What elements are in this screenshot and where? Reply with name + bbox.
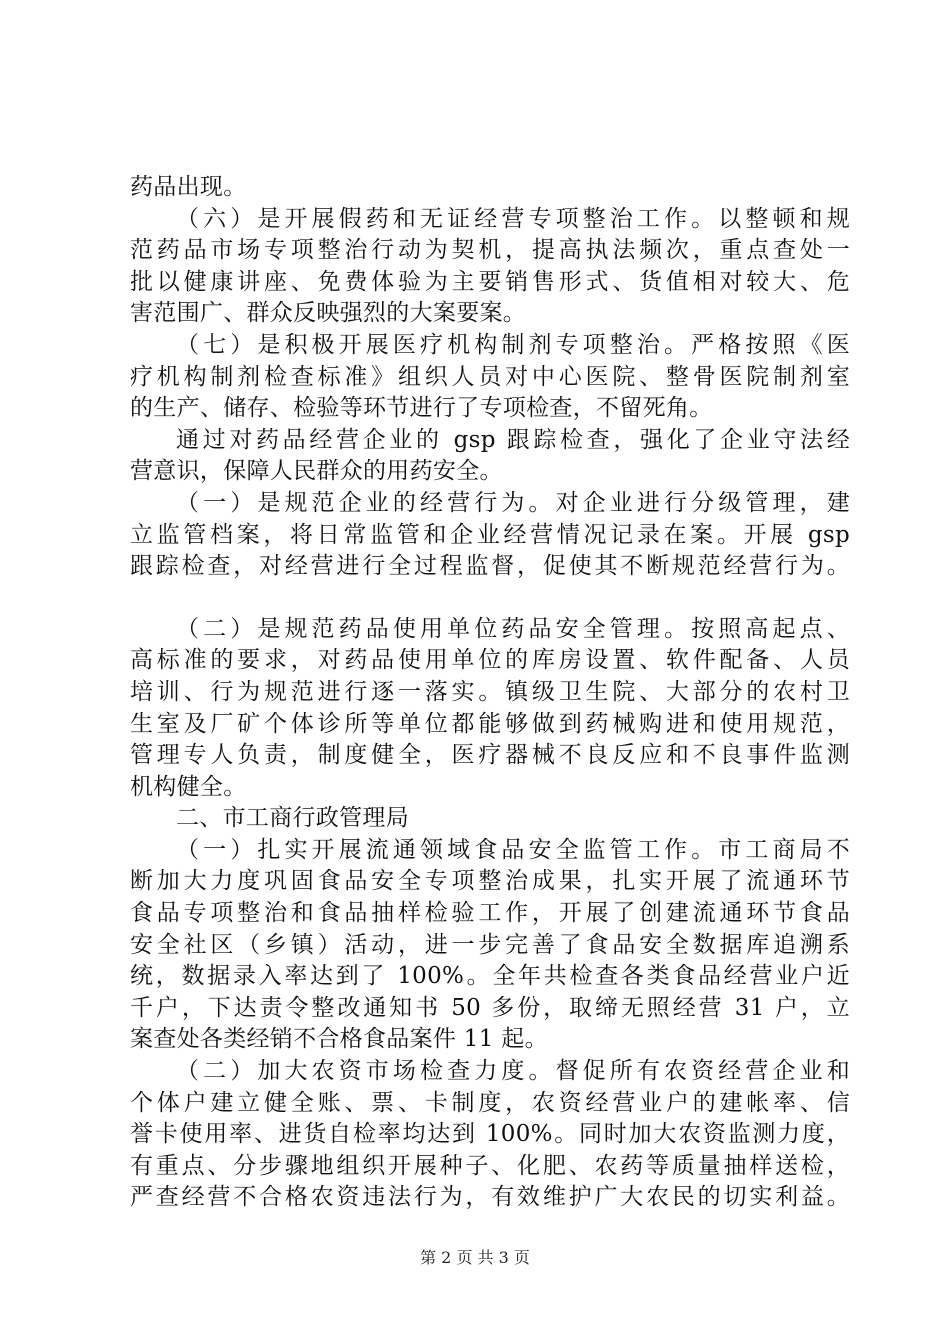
text-line: 跟踪检查，对经营进行全过程监督，促使其不断规范经营行为。: [130, 553, 850, 580]
paragraph-item-6: [130, 204, 850, 330]
text-line: 断加大力度巩固食品安全专项整治成果，扎实开展了流通环节: [130, 868, 850, 895]
text-line: 立监管档案，将日常监管和企业经营情况记录在案。开展 gsp: [130, 521, 850, 548]
text-line: 疗机构制剂检查标准》组织人员对中心医院、整骨医院制剂室: [130, 363, 850, 390]
text-line: 千户，下达责令整改通知书 50 多份，取缔无照经营 31 户，立: [130, 994, 850, 1021]
paragraph-gsp-summary: [130, 425, 850, 488]
text-line: （一）扎实开展流通领域食品安全监管工作。市工商局不: [176, 836, 850, 863]
document-body: [130, 172, 850, 1214]
text-line: 案查处各类经销不合格食品案件 11 起。: [130, 1026, 548, 1053]
text-line: 的生产、储存、检验等环节进行了专项检查，不留死角。: [130, 395, 713, 422]
text-line: 高标准的要求，对药品使用单位的库房设置、软件配备、人员: [130, 647, 850, 674]
text-line: （一）是规范企业的经营行为。对企业进行分级管理，建: [176, 489, 850, 516]
text-line: 有重点、分步骤地组织开展种子、化肥、农药等质量抽样送检，: [130, 1152, 850, 1179]
paragraph-item-2: [130, 614, 850, 804]
paragraph-item-1: [130, 488, 850, 583]
text-line: 通过对药品经营企业的 gsp 跟踪检查，强化了企业守法经: [176, 426, 850, 453]
paragraph-item-7: [130, 330, 850, 425]
text-line: 誉卡使用率、进货自检率均达到 100%。同时加大农资监测力度，: [130, 1121, 850, 1148]
section-title: 二、市工商行政管理局: [176, 805, 409, 832]
text-line: 个体户建立健全账、票、卡制度，农资经营业户的建帐率、信: [130, 1089, 850, 1116]
text-line: 食品专项整治和食品抽样检验工作，开展了创建流通环节食品: [130, 900, 850, 927]
text-line: （二）加大农资市场检查力度。督促所有农资经营企业和: [176, 1058, 850, 1085]
text-line: 害范围广、群众反映强烈的大案要案。: [130, 300, 527, 327]
paragraph-continuation: [130, 172, 850, 204]
text-line: 药品出现。: [130, 174, 247, 200]
text-line: 机构健全。: [130, 773, 247, 800]
text-line: 培训、行为规范进行逐一落实。镇级卫生院、大部分的农村卫: [130, 678, 850, 705]
blank-line: [130, 583, 850, 614]
text-line: 范药品市场专项整治行动为契机，提高执法频次，重点查处一: [130, 237, 850, 264]
text-line: 管理专人负责，制度健全，医疗器械不良反应和不良事件监测: [130, 742, 850, 769]
text-line: 生室及厂矿个体诊所等单位都能够做到药械购进和使用规范，: [130, 710, 850, 737]
text-line: 安全社区（乡镇）活动，进一步完善了食品安全数据库追溯系: [130, 931, 850, 958]
text-line: （七）是积极开展医疗机构制剂专项整治。严格按照《医: [176, 331, 850, 358]
text-line: 批以健康讲座、免费体验为主要销售形式、货值相对较大、危: [130, 268, 850, 295]
page-footer: [0, 1245, 950, 1268]
paragraph-market-item-1: [130, 835, 850, 1056]
text-line: 营意识，保障人民群众的用药安全。: [130, 458, 503, 485]
paragraph-market-item-2: [130, 1056, 850, 1214]
section-heading: [130, 803, 850, 835]
text-line: 统，数据录入率达到了 100%。全年共检查各类食品经营业户近: [130, 963, 850, 990]
text-line: （二）是规范药品使用单位药品安全管理。按照高起点、: [176, 615, 850, 642]
text-line: （六）是开展假药和无证经营专项整治工作。以整顿和规: [176, 205, 850, 232]
page-number-label: 第 2 页 共 3 页: [420, 1248, 530, 1267]
text-line: 严查经营不合格农资违法行为，有效维护广大农民的切实利益。: [130, 1184, 850, 1211]
